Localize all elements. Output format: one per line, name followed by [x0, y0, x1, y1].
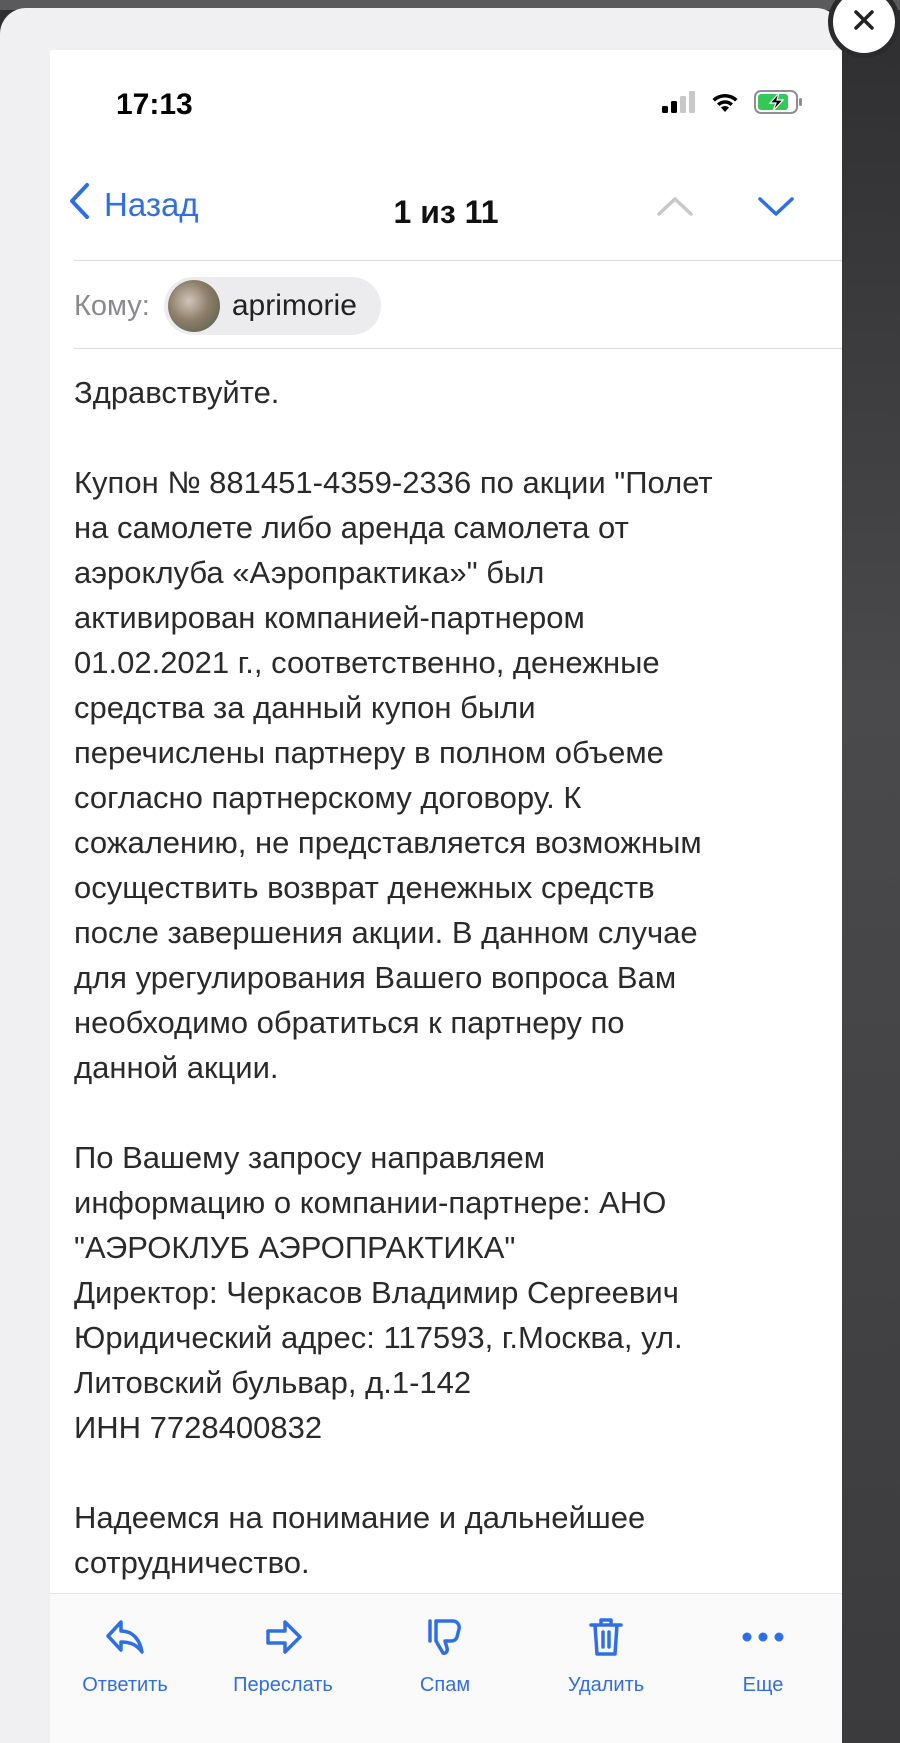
trash-icon — [531, 1612, 681, 1662]
back-label: Назад — [104, 186, 199, 223]
more-label: Еще — [742, 1674, 784, 1696]
text-line: средства за данный купон были — [74, 690, 536, 725]
text-line: на самолете либо аренда самолета от — [74, 510, 629, 545]
forward-icon — [208, 1612, 358, 1662]
more-dots-icon — [688, 1612, 838, 1662]
text-line: необходимо обратиться к партнеру по — [74, 1005, 625, 1040]
next-message-button[interactable] — [756, 186, 796, 231]
forward-button[interactable] — [208, 1612, 358, 1697]
message-body — [74, 370, 814, 1630]
more-button[interactable] — [688, 1612, 838, 1697]
text-line: после завершения акции. В данном случае — [74, 915, 698, 950]
chevron-down-icon — [756, 213, 796, 230]
reply-button[interactable] — [50, 1612, 200, 1697]
forward-label: Переслать — [233, 1674, 333, 1696]
text-line: аэроклуба «Аэропрактика»" был — [74, 555, 545, 590]
message-position-title: 1 из 11 — [393, 194, 499, 230]
text-line: данной акции. — [74, 1050, 279, 1085]
mail-screen — [50, 50, 842, 1743]
reply-label: Ответить — [82, 1674, 168, 1696]
text-line: для урегулирования Вашего вопроса Вам — [74, 960, 677, 995]
spam-button[interactable] — [370, 1612, 520, 1697]
paragraph-coupon — [74, 460, 814, 1090]
battery-charging-icon — [754, 90, 804, 119]
chevron-up-icon — [655, 213, 695, 230]
divider — [74, 348, 842, 349]
avatar — [168, 280, 220, 332]
recipient-row — [74, 276, 381, 336]
thumbs-down-icon — [370, 1612, 520, 1662]
status-bar — [50, 50, 842, 160]
text-line: Купон № 881451-4359-2336 по акции "Полет — [74, 465, 713, 500]
text-line: Директор: Черкасов Владимир Сергеевич — [74, 1275, 679, 1310]
text-line: согласно партнерскому договору. К — [74, 780, 582, 815]
reply-icon — [50, 1612, 200, 1662]
to-label: Кому: — [74, 289, 150, 322]
action-toolbar — [50, 1593, 842, 1743]
text-line: Юридический адрес: 117593, г.Москва, ул. — [74, 1320, 683, 1355]
text-line: "АЭРОКЛУБ АЭРОПРАКТИКА" — [74, 1230, 516, 1265]
delete-button[interactable] — [531, 1612, 681, 1697]
text-line: осуществить возврат денежных средств — [74, 870, 655, 905]
wifi-icon — [710, 91, 740, 118]
recipient-chip[interactable] — [164, 277, 381, 335]
text-line: сожалению, не представляется возможным — [74, 825, 702, 860]
text-line: 01.02.2021 г., соответственно, денежные — [74, 645, 660, 680]
cellular-signal-icon — [662, 91, 696, 118]
status-icons — [662, 90, 804, 119]
text-line: сотрудничество. — [74, 1545, 310, 1580]
text-line: По Вашему запросу направляем — [74, 1140, 546, 1175]
text-line: Литовский бульвар, д.1-142 — [74, 1365, 472, 1400]
text-line: ИНН 7728400832 — [74, 1410, 323, 1445]
paragraph-partner-info — [74, 1135, 814, 1450]
text-line: активирован компанией-партнером — [74, 600, 585, 635]
spam-label: Спам — [419, 1674, 471, 1696]
delete-label: Удалить — [567, 1674, 645, 1696]
greeting: Здравствуйте. — [74, 375, 280, 410]
modal-card — [0, 8, 842, 1743]
text-line: информацию о компании-партнере: АНО — [74, 1185, 667, 1220]
recipient-name: aprimorie — [231, 289, 357, 322]
navigation-bar — [50, 160, 842, 260]
status-time: 17:13 — [116, 88, 193, 121]
divider — [74, 260, 842, 261]
text-line: перечислены партнеру в полном объеме — [74, 735, 664, 770]
previous-message-button[interactable] — [655, 186, 695, 231]
text-line: Надеемся на понимание и дальнейшее — [74, 1500, 646, 1535]
paragraph-closing — [74, 1495, 814, 1585]
close-icon — [852, 8, 876, 37]
